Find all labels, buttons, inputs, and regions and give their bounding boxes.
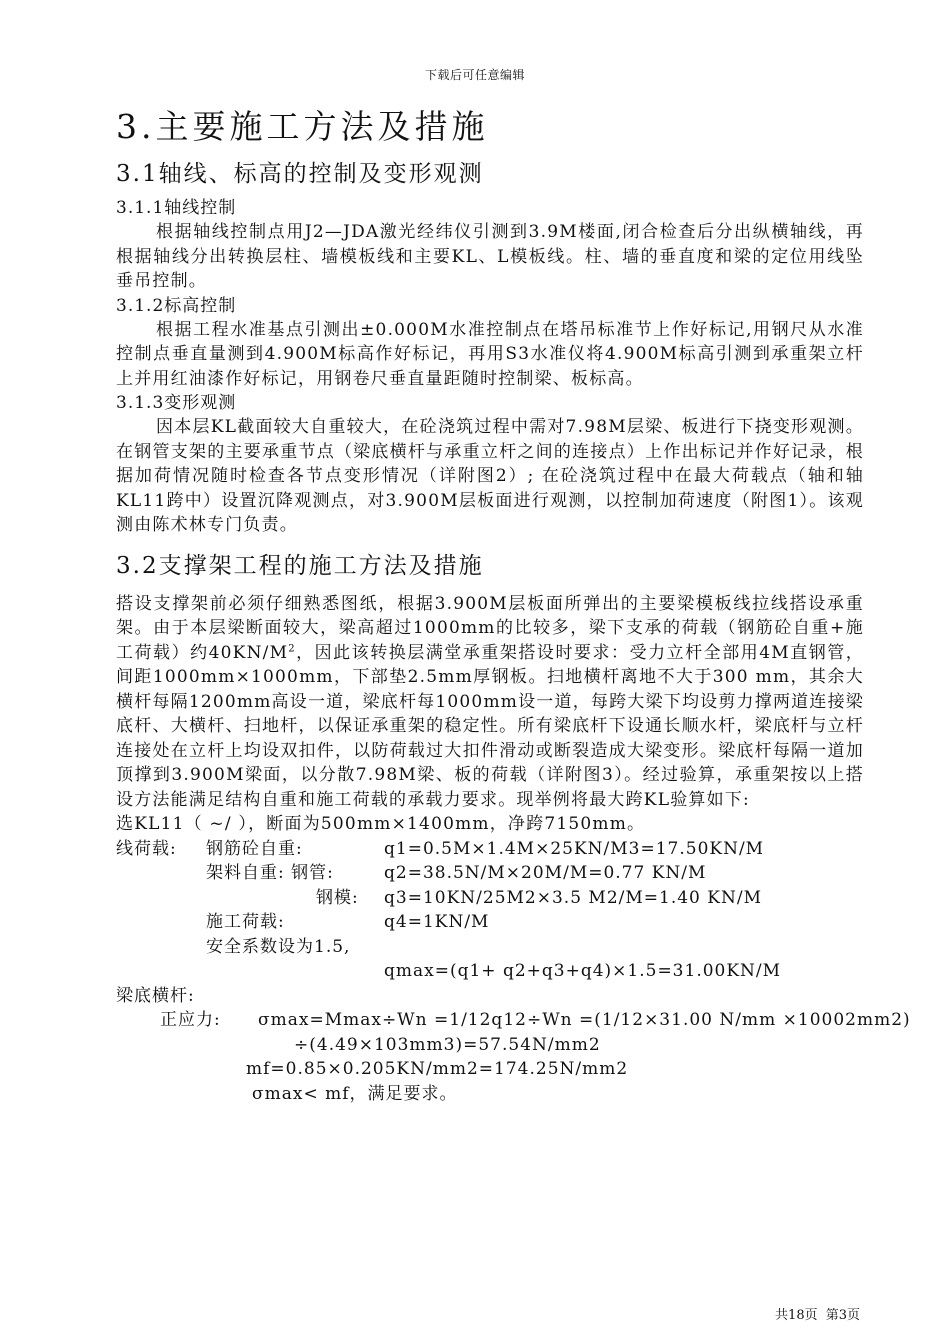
support-text-part2: ，因此该转换层满堂承重架搭设时要求：受力立杆全部用4M直钢管，间距1000mm×1000mm，下部垫2.5mm厚钢板。扫地横杆离地不大于300 mm，其余大横杆每隔1200mm高设一道，梁底杆每1000mm设一道，每跨大梁下均设剪力撑两道连接梁底杆、大横杆、扫地杆，以保证承重架的稳定性。所有梁底杆下设通长顺水杆，梁底杆与立杆连接处在立杆上均设双扣件，以防荷载过大扣件滑动或断裂造成大梁变形。梁底杆每隔一道加顶撑到3.900M梁面，以分散7.98M梁、板的荷载（详附图3）。经过验算，承重架按以上搭设方法能满足结构自重和施工荷载的承载力要求。现举例将最大跨KL验算如下: [116,642,865,810]
page-footer: 共18页 第3页 [775,1308,860,1323]
formula-q1: q1=0.5M×1.4M×25KN/M3=17.50KN/M [384,838,765,859]
heading-3-1-2: 3.1.2标高控制 [116,295,237,316]
calc-row-q3 [116,886,864,911]
calc-row-qmax [116,959,864,984]
construction-load-label: 施工荷载: [206,912,285,932]
support-text-sup: 2 [288,642,296,654]
page-header: 下载后可任意编辑 [424,68,525,82]
heading-3-2: 3.2支撑架工程的施工方法及措施 [116,552,484,579]
calc-row-safety [116,935,864,960]
formula-mf: mf=0.85×0.205KN/mm2=174.25N/mm2 [246,1059,629,1079]
formwork-label: 钢模: [316,887,359,908]
calc-row-q2 [116,861,864,886]
formula-stress-cont: ÷(4.49×103mm3)=57.54N/mm2 [294,1034,601,1055]
line-load-label: 线荷载: [116,838,177,859]
safety-factor-text: 安全系数设为1.5, [206,936,351,957]
paragraph-support-frame [116,592,864,813]
beam-bottom-label: 梁底横杆: [116,985,195,1006]
support-text-part1: 搭设支撑架前必须仔细熟悉图纸，根据3.900M层板面所弹出的主要梁模板线拉线搭设承重架。由于本层梁断面较大，梁高超过1000mm的比较多，梁下支承的荷载（钢筋砼自重+施工荷载）约40KN/M [116,593,864,663]
heading-3-1: 3.1轴线、标高的控制及变形观测 [116,161,484,187]
calc-row-mf [116,1057,864,1082]
formula-q3: q3=10KN/25M2×3.5 M2/M=1.40 KN/M [384,887,762,908]
calc-row-conclusion [116,1082,864,1107]
paragraph-elevation-control: 根据工程水准基点引测出±0.000M水准控制点在塔吊标准节上作好标记,用钢尺从水准控制点垂直量测到4.900M标高作好标记，再用S3水准仪将4.900M标高引测到承重架立杆上并用红油漆作好标记，用钢卷尺垂直量距随时控制梁、板标高。 [116,319,864,389]
normal-stress-label: 正应力: [160,1010,221,1030]
calc-row-beam-bottom [116,984,864,1009]
paragraph-axis-control: 根据轴线控制点用J2—JDA激光经纬仪引测到3.9M楼面,闭合检查后分出纵横轴线，再根据轴线分出转换层柱、墙模板线和主要KL、L模板线。柱、墙的垂直度和梁的定位用线坠垂吊控制。 [116,222,864,291]
formula-qmax: qmax=(q1+ q2+q3+q4)×1.5=31.00KN/M [384,961,782,981]
section-title: 3.主要施工方法及措施 [116,107,489,146]
calc-row-q1 [116,837,864,862]
conclusion-text: σmax< mf，满足要求。 [252,1083,458,1104]
heading-3-1-1: 3.1.1轴线控制 [116,198,237,218]
formula-q2: q2=38.5N/M×20M/M=0.77 KN/M [384,863,707,883]
formula-q4: q4=1KN/M [384,912,490,932]
paragraph-deformation-observation: 因本层KL截面较大自重较大，在砼浇筑过程中需对7.98M层梁、板进行下挠变形观测。在钢管支架的主要承重节点（梁底横杆与承重立杆之间的连接点）上作出标记并作好记录，根据加荷情况随时检查各节点变形情况（详附图2）; 在砼浇筑过程中在最大荷载点（轴和轴KL11跨中）设置沉降观测点，对3.900M层板面进行观测，以控制加荷速度（附图1）。该观测由陈术林专门负责。 [116,417,864,535]
calc-row-stress-2 [116,1033,864,1058]
rc-self-weight-label: 钢筋砼自重: [206,838,303,859]
select-beam-line: 选KL11（ ~/ ），断面为500mm×1400mm，净跨7150mm。 [116,814,646,834]
calc-row-q4 [116,910,864,935]
page-body [116,104,911,1106]
heading-3-1-3: 3.1.3变形观测 [116,393,237,413]
calc-row-stress [116,1008,911,1033]
formula-stress: σmax=Mmax÷Wn =1/12q12÷Wn =(1/12×31.00 N/mm ×10002mm2) [258,1010,911,1030]
frame-weight-label: 架料自重: 钢管: [206,863,334,883]
